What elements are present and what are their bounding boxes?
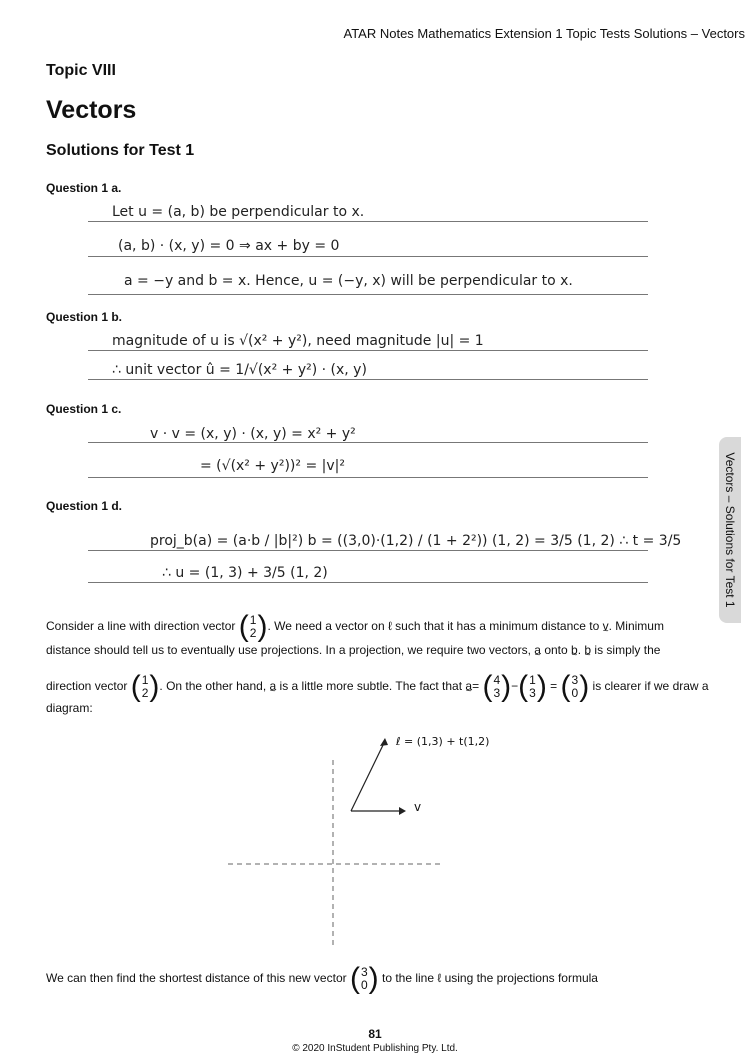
handwritten-line: magnitude of u is √(x² + y²), need magnitude |u| = 1 (112, 333, 484, 349)
running-header: ATAR Notes Mathematics Extension 1 Topic Tests Solutions – Vectors (343, 26, 745, 41)
line-l (351, 741, 385, 811)
handwritten-line: proj_b(a) = (a·b / |b|²) b = ((3,0)·(1,2) / (1 + 2²)) (1, 2) = 3/5 (1, 2) ∴ t = 3/5 (150, 533, 682, 549)
vector-base: ( 1 3 ) (518, 670, 547, 703)
vector-diagram (220, 725, 490, 945)
page-number: 81 (368, 1027, 382, 1041)
body-line: diagram: (46, 701, 93, 715)
vector-a: ( 4 3 ) (482, 670, 512, 703)
section-subtitle: Solutions for Test 1 (46, 142, 195, 159)
body-line: direction vector ( 1 2 ) . On the other hand, a ~ is a little more subtle. The fact that a ~= ( 4 3 ) − ( 1 3 ) = ( 3 0 ) is clearer if we draw a (46, 674, 709, 700)
direction-vector: ( 1 2 ) (130, 670, 160, 703)
body-line: Consider a line with direction vector ( 1 2 ) . We need a vector on ℓ such that it has a minimum distance to v ~. Minimum (46, 614, 664, 640)
page-title: Vectors (46, 96, 137, 124)
handwritten-line: v · v = (x, y) · (x, y) = x² + y² (150, 426, 356, 442)
topic-label: Topic VIII (46, 62, 116, 79)
handwritten-line: (a, b) · (x, y) = 0 ⇒ ax + by = 0 (118, 238, 340, 254)
handwritten-line: Let u = (a, b) be perpendicular to x. (112, 204, 365, 220)
vector-result: ( 3 0 ) (560, 670, 590, 703)
line-l-arrowhead (380, 738, 388, 746)
handwritten-line: a = −y and b = x. Hence, u = (−y, x) will be perpendicular to x. (124, 273, 573, 289)
vector-v-label: v (414, 800, 422, 814)
question-label: Question 1 a. (46, 181, 122, 195)
body-line: We can then find the shortest distance of this new vector ( 3 0 ) to the line ℓ using the projections formula (46, 962, 598, 995)
handwritten-line: ∴ unit vector û = 1/√(x² + y²) · (x, y) (112, 362, 367, 378)
handwritten-line: ∴ u = (1, 3) + 3/5 (1, 2) (162, 565, 328, 581)
direction-vector: ( 1 2 ) (238, 610, 268, 643)
handwritten-line: = (√(x² + y²))² = |v|² (200, 458, 345, 474)
question-label: Question 1 d. (46, 499, 123, 513)
question-label: Question 1 b. (46, 310, 123, 324)
vector-v-arrowhead (399, 807, 406, 815)
side-tab: Vectors – Solutions for Test 1 (719, 437, 741, 623)
question-label: Question 1 c. (46, 402, 122, 416)
copyright: © 2020 InStudent Publishing Pty. Ltd. (292, 1043, 458, 1054)
vector-result: ( 3 0 ) (349, 962, 379, 995)
line-l-label: ℓ = (1,3) + t(1,2) (396, 735, 490, 748)
body-line: distance should tell us to eventually use projections. In a projection, we require two vectors, a ~ onto b ~. b ~ is simply the (46, 642, 660, 658)
